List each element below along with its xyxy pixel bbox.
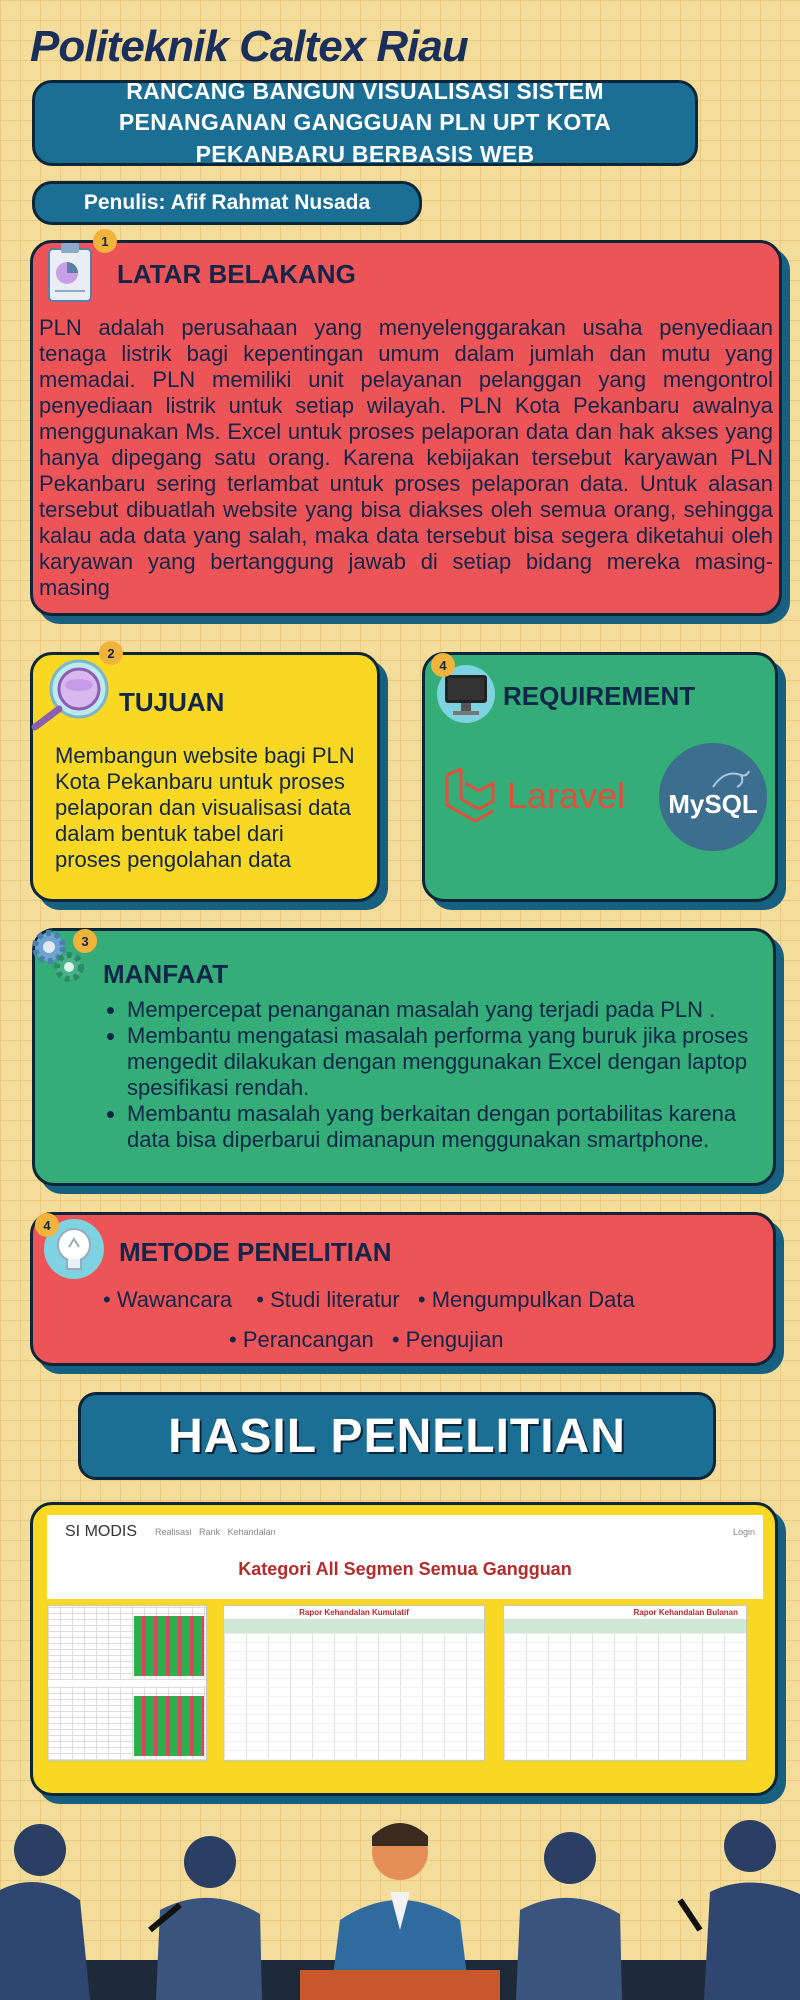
section-number-badge: 1 — [93, 229, 117, 253]
metode-list-row-2 — [229, 1327, 629, 1353]
requirement-heading: REQUIREMENT — [503, 681, 696, 711]
app-page-title: Kategori All Segmen Semua Gangguan — [238, 1559, 572, 1579]
app-nav — [155, 1527, 276, 1537]
laravel-logo — [441, 765, 641, 825]
hasil-card — [30, 1502, 778, 1796]
section-number-badge: 3 — [73, 929, 97, 953]
excel-thumbnail — [47, 1605, 207, 1761]
latar-belakang-text: PLN adalah perusahaan yang menyelenggarakan usaha penyediaan tenaga listrik bagi kepentingan umum dalam jumlah dan mutu yang memadai. PLN memiliki unit pelayanan pelanggan yang mengontrol penyediaan listrik untuk setiap wilayah. PLN Kota Pekanbaru awalnya menggunakan Ms. Excel untuk proses pelaporan data dan hak akses yang hanya dipegang satu orang. Karena kebijakan tersebut karyawan PLN Pekanbaru sering terlambat untuk proses pelaporan data. Untuk alasan tersebut dibuatlah website yang bisa diakses oleh semua orang, sehingga kalau ada data yang salah, maka data tersebut bisa segera diketahui oleh karyawan yang bertanggung jawab di setiap bidang mereka masing-masing — [39, 315, 773, 600]
app-logo: SI MODIS — [65, 1523, 138, 1540]
manfaat-card — [32, 928, 776, 1186]
list-item: • Membantu mengatasi masalah performa yang buruk jika proses mengedit dilakukan dengan menggunakan Excel dengan laptop spesifikasi rendah. — [127, 1023, 765, 1101]
nav-item-rank[interactable]: Rank — [199, 1527, 221, 1537]
rapor-kumulatif-table — [223, 1605, 485, 1761]
manfaat-heading: MANFAAT — [103, 959, 229, 989]
manfaat-list — [105, 997, 765, 1153]
latar-belakang-card — [30, 233, 782, 616]
mysql-logo — [659, 743, 767, 851]
section-number-badge: 4 — [35, 1213, 59, 1237]
tujuan-text: Membangun website bagi PLN Kota Pekanbaru untuk proses pelaporan dan visualisasi data dalam bentuk tabel dari proses pengolahan data — [55, 743, 355, 872]
login-link[interactable]: Login — [732, 1527, 755, 1537]
list-item: • Wawancara — [103, 1287, 233, 1312]
list-item: • Perancangan — [229, 1327, 374, 1352]
magnifier-icon — [29, 655, 119, 735]
mysql-wordmark: MySQL — [668, 788, 758, 819]
people-illustration — [0, 1810, 800, 2000]
section-number-badge: 2 — [99, 641, 123, 665]
rapor-bulanan-table — [503, 1605, 747, 1761]
list-item: • Studi literatur — [256, 1287, 400, 1312]
list-item: • Mengumpulkan Data — [417, 1287, 635, 1312]
list-item: • Membantu masalah yang berkaitan dengan portabilitas karena data bisa diperbarui dimanapun menggunakan smartphone. — [127, 1101, 765, 1153]
section-number-badge: 4 — [431, 653, 455, 677]
latar-belakang-heading: LATAR BELAKANG — [117, 259, 356, 289]
clipboard-chart-icon — [39, 237, 101, 307]
list-item: • Pengujian — [391, 1327, 504, 1352]
logo-text: Politeknik Caltex Riau — [30, 22, 468, 71]
tujuan-heading: TUJUAN — [119, 687, 225, 717]
hasil-penelitian-banner: HASIL PENELITIAN — [78, 1392, 716, 1480]
metode-list-row-1 — [103, 1287, 763, 1313]
table-title: Rapor Kehandalan Bulanan — [633, 1608, 738, 1617]
requirement-card — [422, 652, 778, 902]
logo — [30, 22, 468, 72]
laravel-wordmark: Laravel — [507, 775, 626, 816]
tujuan-card — [30, 645, 380, 902]
nav-item-realisasi[interactable]: Realisasi — [155, 1527, 192, 1537]
nav-item-kehandalan[interactable]: Kehandalan — [227, 1527, 276, 1537]
app-screenshot — [47, 1515, 763, 1599]
metode-heading: METODE PENELITIAN — [119, 1237, 392, 1267]
metode-card — [30, 1212, 776, 1366]
table-title: Rapor Kehandalan Kumulatif — [299, 1608, 409, 1617]
poster-title: RANCANG BANGUN VISUALISASI SISTEM PENANGANAN GANGGUAN PLN UPT KOTA PEKANBARU BERBASIS WEB — [32, 80, 698, 166]
author-banner: Penulis: Afif Rahmat Nusada — [32, 181, 422, 225]
list-item: • Mempercepat penanganan masalah yang terjadi pada PLN . — [127, 997, 765, 1023]
